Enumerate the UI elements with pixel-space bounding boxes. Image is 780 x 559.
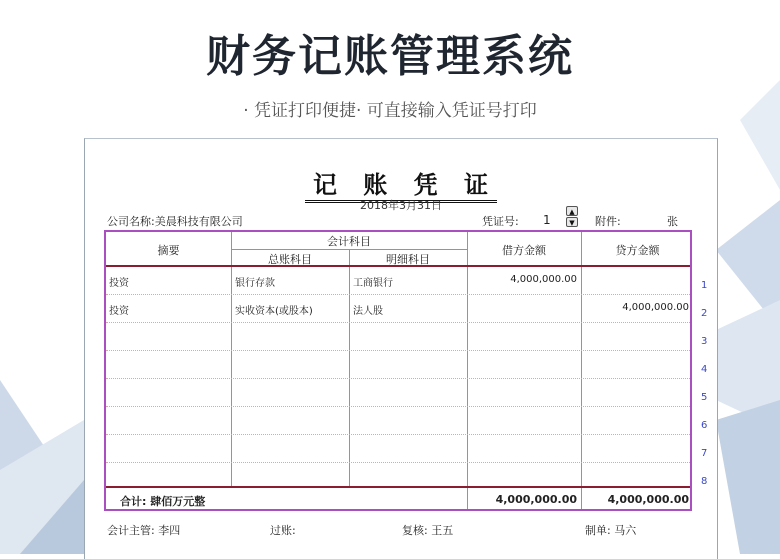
header-credit: 贷方金额 xyxy=(615,244,660,257)
row1-detail-account[interactable]: 工商银行 xyxy=(353,278,393,289)
row-number: 4 xyxy=(701,364,708,375)
header-debit: 借方金额 xyxy=(502,244,546,257)
banner-title: 财务记账管理系统 xyxy=(206,31,574,82)
header-summary: 摘要 xyxy=(157,244,180,257)
spin-down-icon[interactable]: ▼ xyxy=(566,217,578,227)
row2-general-account[interactable]: 实收资本(或股本) xyxy=(235,306,313,317)
row-number: 7 xyxy=(701,448,708,459)
company-label: 公司名称: xyxy=(107,215,155,228)
row-number: 3 xyxy=(701,336,708,347)
total-debit: 4,000,000.00 xyxy=(495,493,577,506)
row-number: 6 xyxy=(701,420,708,431)
voucher-date: 2018年3月31日 xyxy=(360,199,442,212)
voucher-no-stepper[interactable] xyxy=(566,206,578,228)
header-account: 会计科目 xyxy=(327,235,371,248)
row1-summary[interactable]: 投资 xyxy=(109,278,129,289)
preparer-field: 制单: 马六 xyxy=(585,524,637,537)
row2-detail-account[interactable]: 法人股 xyxy=(353,306,383,317)
row2-summary[interactable]: 投资 xyxy=(109,306,129,317)
voucher-no-input[interactable]: 1 xyxy=(543,213,551,227)
banner-subtitle: · 凭证打印便捷· 可直接输入凭证号打印 xyxy=(243,101,537,121)
voucher-table xyxy=(104,230,692,511)
row1-debit[interactable]: 4,000,000.00 xyxy=(510,274,577,285)
voucher-title: 记 账 凭 证 xyxy=(85,165,717,200)
header-detail-account: 明细科目 xyxy=(386,253,430,266)
row-number: 8 xyxy=(701,476,708,487)
attachments-unit: 张 xyxy=(667,215,678,228)
row-number: 5 xyxy=(701,392,708,403)
voucher-no-label: 凭证号: xyxy=(482,215,519,228)
total-label: 合计: 肆佰万元整 xyxy=(120,495,206,508)
header-general-account: 总账科目 xyxy=(268,253,312,266)
voucher-window xyxy=(84,138,718,559)
attachments-label: 附件: xyxy=(595,215,621,228)
row-number: 2 xyxy=(701,308,708,319)
company-name: 美晨科技有限公司 xyxy=(154,215,243,228)
reviewer-field: 复核: 王五 xyxy=(402,524,454,537)
supervisor-field: 会计主管: 李四 xyxy=(107,524,181,537)
row1-general-account[interactable]: 银行存款 xyxy=(235,278,275,289)
company-info xyxy=(107,213,243,229)
total-credit: 4,000,000.00 xyxy=(607,493,689,506)
posting-field: 过账: xyxy=(270,524,296,537)
row2-credit[interactable]: 4,000,000.00 xyxy=(622,302,689,313)
row-number: 1 xyxy=(701,280,708,291)
spin-up-icon[interactable]: ▲ xyxy=(566,206,578,216)
